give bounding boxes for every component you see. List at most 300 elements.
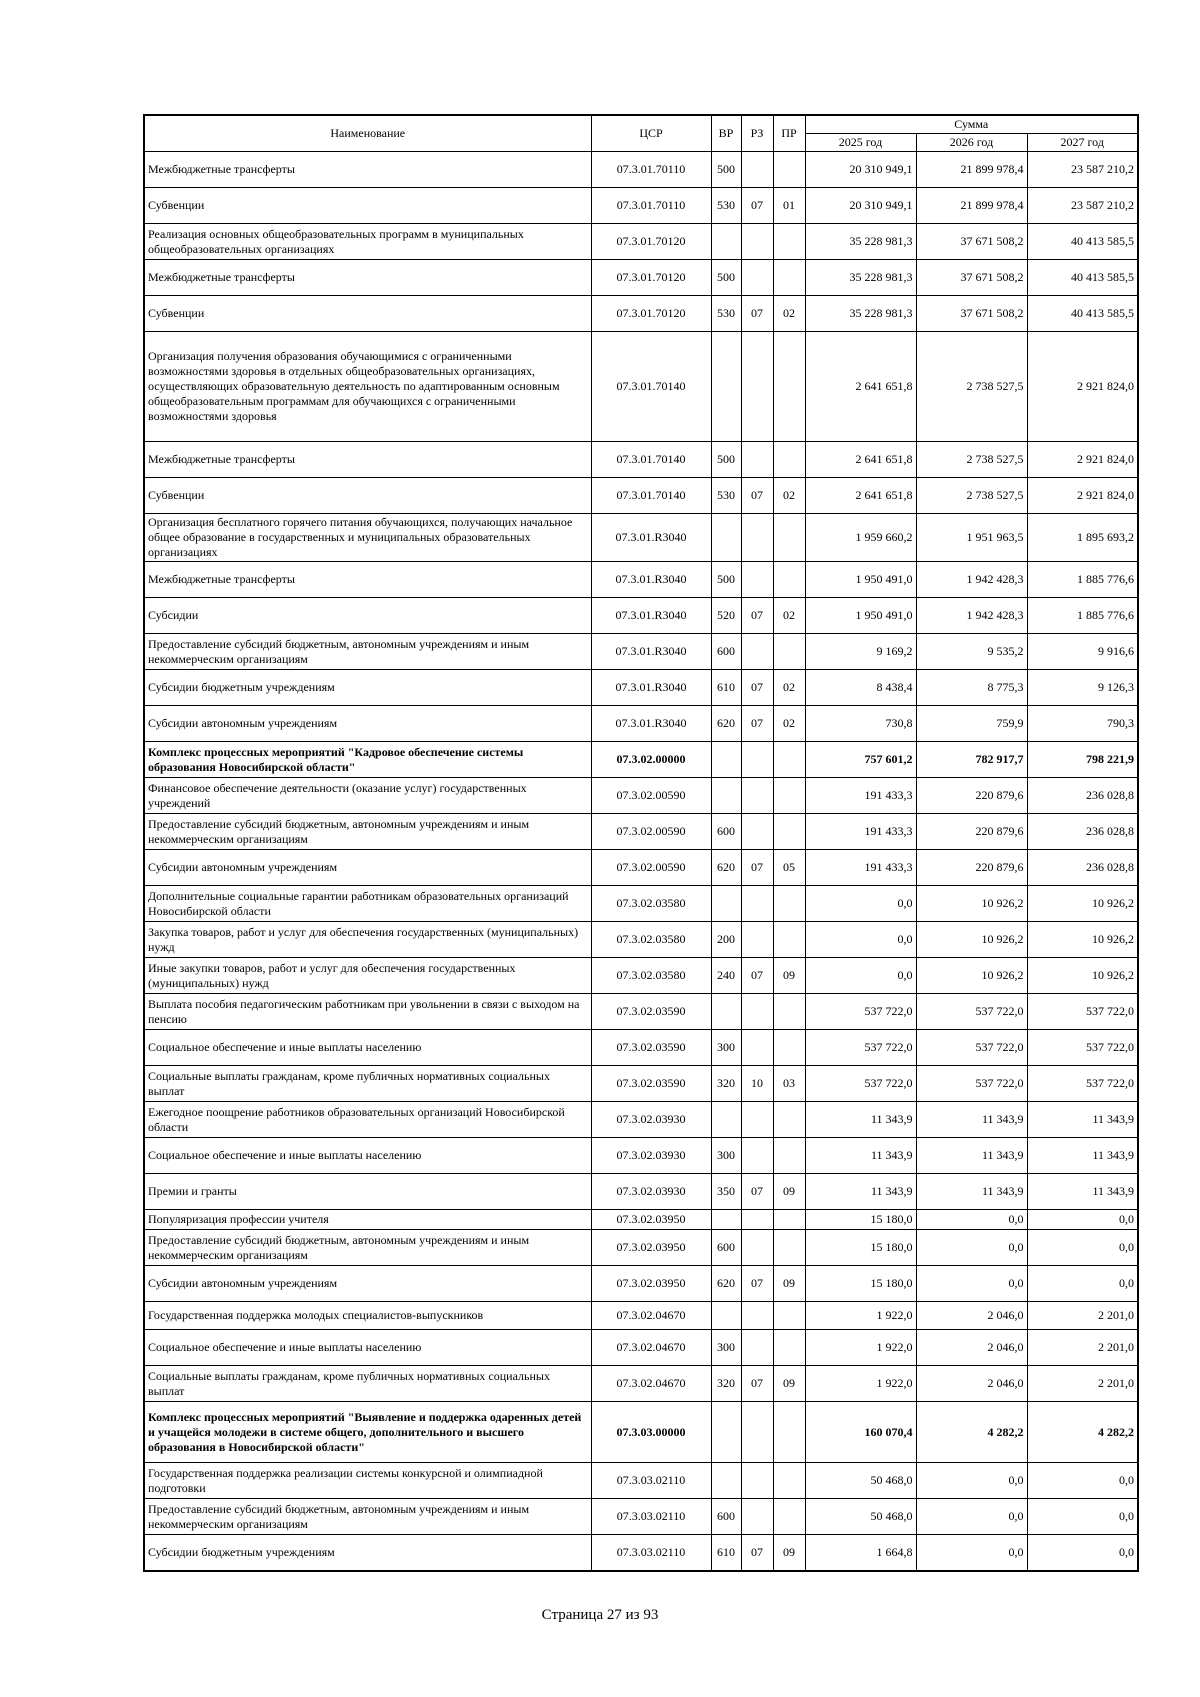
row-pr: 09 bbox=[773, 1535, 805, 1571]
row-value-2025: 191 433,3 bbox=[805, 814, 916, 850]
row-name: Организация бесплатного горячего питания обучающихся, получающих начальное общее образование в государственных и муниципальных образовательных организациях bbox=[144, 514, 591, 562]
row-value-2027: 40 413 585,5 bbox=[1027, 260, 1138, 296]
table-row bbox=[144, 1302, 1138, 1330]
row-rz: 07 bbox=[741, 188, 773, 224]
row-name: Межбюджетные трансферты bbox=[144, 562, 591, 598]
row-vr: 500 bbox=[711, 562, 741, 598]
row-value-2026: 2 738 527,5 bbox=[916, 332, 1027, 442]
row-value-2025: 1 950 491,0 bbox=[805, 598, 916, 634]
row-pr: 09 bbox=[773, 958, 805, 994]
row-value-2025: 11 343,9 bbox=[805, 1102, 916, 1138]
row-vr bbox=[711, 1102, 741, 1138]
row-rz bbox=[741, 742, 773, 778]
row-vr: 500 bbox=[711, 442, 741, 478]
row-value-2026: 8 775,3 bbox=[916, 670, 1027, 706]
row-name: Государственная поддержка реализации системы конкурсной и олимпиадной подготовки bbox=[144, 1463, 591, 1499]
row-name: Субсидии bbox=[144, 598, 591, 634]
row-value-2026: 2 046,0 bbox=[916, 1366, 1027, 1402]
row-vr: 600 bbox=[711, 1230, 741, 1266]
row-rz bbox=[741, 1330, 773, 1366]
row-rz: 07 bbox=[741, 850, 773, 886]
row-name: Комплекс процессных мероприятий "Выявление и поддержка одаренных детей и учащейся молодежи в системе общего, дополнительного и высшего образования в Новосибирской области" bbox=[144, 1402, 591, 1463]
row-rz bbox=[741, 260, 773, 296]
row-name: Межбюджетные трансферты bbox=[144, 442, 591, 478]
row-value-2027: 537 722,0 bbox=[1027, 1030, 1138, 1066]
row-value-2027: 537 722,0 bbox=[1027, 1066, 1138, 1102]
row-csr: 07.3.01.R3040 bbox=[591, 634, 711, 670]
table-row bbox=[144, 922, 1138, 958]
row-pr bbox=[773, 514, 805, 562]
row-value-2026: 2 738 527,5 bbox=[916, 442, 1027, 478]
row-value-2026: 37 671 508,2 bbox=[916, 296, 1027, 332]
row-value-2026: 10 926,2 bbox=[916, 958, 1027, 994]
row-value-2027: 236 028,8 bbox=[1027, 850, 1138, 886]
row-value-2025: 9 169,2 bbox=[805, 634, 916, 670]
row-name: Финансовое обеспечение деятельности (оказание услуг) государственных учреждений bbox=[144, 778, 591, 814]
row-rz bbox=[741, 514, 773, 562]
row-csr: 07.3.02.03580 bbox=[591, 886, 711, 922]
row-rz: 07 bbox=[741, 1174, 773, 1210]
row-value-2026: 21 899 978,4 bbox=[916, 188, 1027, 224]
row-rz bbox=[741, 1499, 773, 1535]
row-pr bbox=[773, 1138, 805, 1174]
row-rz bbox=[741, 886, 773, 922]
row-name: Дополнительные социальные гарантии работникам образовательных организаций Новосибирской области bbox=[144, 886, 591, 922]
row-value-2027: 23 587 210,2 bbox=[1027, 152, 1138, 188]
row-vr bbox=[711, 1302, 741, 1330]
row-name: Субсидии бюджетным учреждениям bbox=[144, 670, 591, 706]
header-pr: ПР bbox=[773, 115, 805, 152]
row-rz bbox=[741, 152, 773, 188]
table-row bbox=[144, 1138, 1138, 1174]
row-value-2027: 10 926,2 bbox=[1027, 958, 1138, 994]
header-year-2027: 2027 год bbox=[1027, 134, 1138, 152]
row-rz bbox=[741, 1030, 773, 1066]
row-rz: 07 bbox=[741, 958, 773, 994]
row-name: Субсидии автономным учреждениям bbox=[144, 706, 591, 742]
row-value-2026: 21 899 978,4 bbox=[916, 152, 1027, 188]
row-name: Предоставление субсидий бюджетным, автономным учреждениям и иным некоммерческим организациям bbox=[144, 634, 591, 670]
table-row bbox=[144, 1210, 1138, 1230]
row-rz bbox=[741, 994, 773, 1030]
row-name: Ежегодное поощрение работников образовательных организаций Новосибирской области bbox=[144, 1102, 591, 1138]
row-value-2027: 2 921 824,0 bbox=[1027, 478, 1138, 514]
row-csr: 07.3.01.70120 bbox=[591, 224, 711, 260]
row-value-2026: 220 879,6 bbox=[916, 850, 1027, 886]
row-name: Социальные выплаты гражданам, кроме публичных нормативных социальных выплат bbox=[144, 1066, 591, 1102]
table-row bbox=[144, 188, 1138, 224]
row-value-2027: 2 201,0 bbox=[1027, 1330, 1138, 1366]
row-value-2025: 2 641 651,8 bbox=[805, 478, 916, 514]
row-pr: 02 bbox=[773, 670, 805, 706]
row-value-2026: 2 738 527,5 bbox=[916, 478, 1027, 514]
row-rz bbox=[741, 814, 773, 850]
row-pr: 02 bbox=[773, 598, 805, 634]
row-rz: 07 bbox=[741, 598, 773, 634]
table-row bbox=[144, 224, 1138, 260]
row-value-2026: 11 343,9 bbox=[916, 1174, 1027, 1210]
row-name: Межбюджетные трансферты bbox=[144, 260, 591, 296]
row-rz bbox=[741, 442, 773, 478]
row-csr: 07.3.02.00590 bbox=[591, 778, 711, 814]
table-row bbox=[144, 442, 1138, 478]
row-value-2025: 20 310 949,1 bbox=[805, 188, 916, 224]
row-value-2026: 10 926,2 bbox=[916, 922, 1027, 958]
row-value-2025: 50 468,0 bbox=[805, 1463, 916, 1499]
row-name: Комплекс процессных мероприятий "Кадровое обеспечение системы образования Новосибирской области" bbox=[144, 742, 591, 778]
row-value-2027: 0,0 bbox=[1027, 1230, 1138, 1266]
row-value-2027: 0,0 bbox=[1027, 1463, 1138, 1499]
row-name: Социальное обеспечение и иные выплаты населению bbox=[144, 1138, 591, 1174]
row-rz: 07 bbox=[741, 670, 773, 706]
header-year-2026: 2026 год bbox=[916, 134, 1027, 152]
row-name: Выплата пособия педагогическим работникам при увольнении в связи с выходом на пенсию bbox=[144, 994, 591, 1030]
row-value-2025: 1 922,0 bbox=[805, 1330, 916, 1366]
row-value-2025: 730,8 bbox=[805, 706, 916, 742]
row-value-2026: 37 671 508,2 bbox=[916, 260, 1027, 296]
row-csr: 07.3.01.R3040 bbox=[591, 562, 711, 598]
row-pr bbox=[773, 814, 805, 850]
row-csr: 07.3.02.03580 bbox=[591, 958, 711, 994]
table-row bbox=[144, 850, 1138, 886]
row-value-2027: 1 895 693,2 bbox=[1027, 514, 1138, 562]
row-value-2025: 0,0 bbox=[805, 886, 916, 922]
row-value-2026: 220 879,6 bbox=[916, 814, 1027, 850]
row-value-2027: 4 282,2 bbox=[1027, 1402, 1138, 1463]
row-value-2025: 35 228 981,3 bbox=[805, 224, 916, 260]
row-value-2026: 9 535,2 bbox=[916, 634, 1027, 670]
row-vr: 320 bbox=[711, 1366, 741, 1402]
row-rz bbox=[741, 1402, 773, 1463]
table-row bbox=[144, 1463, 1138, 1499]
row-pr: 09 bbox=[773, 1366, 805, 1402]
row-csr: 07.3.02.04670 bbox=[591, 1302, 711, 1330]
row-value-2025: 20 310 949,1 bbox=[805, 152, 916, 188]
table-row bbox=[144, 1174, 1138, 1210]
row-value-2025: 537 722,0 bbox=[805, 994, 916, 1030]
table-row bbox=[144, 814, 1138, 850]
row-vr: 600 bbox=[711, 634, 741, 670]
row-csr: 07.3.01.R3040 bbox=[591, 670, 711, 706]
table-row bbox=[144, 778, 1138, 814]
row-rz bbox=[741, 1230, 773, 1266]
row-rz bbox=[741, 922, 773, 958]
table-row bbox=[144, 1535, 1138, 1571]
row-value-2027: 1 885 776,6 bbox=[1027, 598, 1138, 634]
row-pr bbox=[773, 634, 805, 670]
row-name: Социальные выплаты гражданам, кроме публичных нормативных социальных выплат bbox=[144, 1366, 591, 1402]
row-name: Премии и гранты bbox=[144, 1174, 591, 1210]
row-value-2027: 10 926,2 bbox=[1027, 886, 1138, 922]
row-name: Субсидии автономным учреждениям bbox=[144, 1266, 591, 1302]
row-name: Межбюджетные трансферты bbox=[144, 152, 591, 188]
row-value-2027: 236 028,8 bbox=[1027, 778, 1138, 814]
row-name: Субсидии бюджетным учреждениям bbox=[144, 1535, 591, 1571]
row-value-2026: 11 343,9 bbox=[916, 1138, 1027, 1174]
row-value-2025: 2 641 651,8 bbox=[805, 332, 916, 442]
row-name: Иные закупки товаров, работ и услуг для обеспечения государственных (муниципальных) нужд bbox=[144, 958, 591, 994]
row-rz: 07 bbox=[741, 296, 773, 332]
row-pr bbox=[773, 1230, 805, 1266]
row-name: Предоставление субсидий бюджетным, автономным учреждениям и иным некоммерческим организациям bbox=[144, 814, 591, 850]
row-value-2026: 1 951 963,5 bbox=[916, 514, 1027, 562]
row-pr bbox=[773, 152, 805, 188]
row-value-2027: 0,0 bbox=[1027, 1535, 1138, 1571]
row-value-2027: 10 926,2 bbox=[1027, 922, 1138, 958]
header-csr: ЦСР bbox=[591, 115, 711, 152]
row-vr: 520 bbox=[711, 598, 741, 634]
table-header bbox=[144, 115, 1138, 152]
row-csr: 07.3.02.00000 bbox=[591, 742, 711, 778]
row-pr bbox=[773, 260, 805, 296]
row-vr: 240 bbox=[711, 958, 741, 994]
budget-table bbox=[143, 114, 1139, 1572]
row-pr bbox=[773, 332, 805, 442]
row-pr bbox=[773, 1102, 805, 1138]
table-row bbox=[144, 994, 1138, 1030]
row-value-2027: 790,3 bbox=[1027, 706, 1138, 742]
row-pr bbox=[773, 1330, 805, 1366]
row-csr: 07.3.01.R3040 bbox=[591, 514, 711, 562]
row-value-2025: 11 343,9 bbox=[805, 1138, 916, 1174]
row-value-2025: 1 959 660,2 bbox=[805, 514, 916, 562]
row-vr bbox=[711, 994, 741, 1030]
row-vr: 200 bbox=[711, 922, 741, 958]
row-csr: 07.3.02.03950 bbox=[591, 1266, 711, 1302]
row-rz bbox=[741, 1138, 773, 1174]
row-pr bbox=[773, 1030, 805, 1066]
table-row bbox=[144, 742, 1138, 778]
row-vr: 300 bbox=[711, 1030, 741, 1066]
row-vr bbox=[711, 514, 741, 562]
row-value-2027: 0,0 bbox=[1027, 1499, 1138, 1535]
row-csr: 07.3.02.03580 bbox=[591, 922, 711, 958]
row-value-2027: 2 201,0 bbox=[1027, 1366, 1138, 1402]
row-value-2025: 2 641 651,8 bbox=[805, 442, 916, 478]
row-vr bbox=[711, 224, 741, 260]
row-value-2026: 782 917,7 bbox=[916, 742, 1027, 778]
row-vr bbox=[711, 1402, 741, 1463]
row-rz: 07 bbox=[741, 478, 773, 514]
row-value-2026: 220 879,6 bbox=[916, 778, 1027, 814]
table-row bbox=[144, 598, 1138, 634]
row-name: Государственная поддержка молодых специалистов-выпускников bbox=[144, 1302, 591, 1330]
header-sum: Сумма bbox=[805, 115, 1138, 134]
row-value-2026: 537 722,0 bbox=[916, 994, 1027, 1030]
row-rz: 10 bbox=[741, 1066, 773, 1102]
table-row bbox=[144, 514, 1138, 562]
table-row bbox=[144, 260, 1138, 296]
row-value-2025: 35 228 981,3 bbox=[805, 296, 916, 332]
row-csr: 07.3.02.04670 bbox=[591, 1366, 711, 1402]
row-rz bbox=[741, 1463, 773, 1499]
table-row bbox=[144, 634, 1138, 670]
table-row bbox=[144, 1266, 1138, 1302]
row-csr: 07.3.02.00590 bbox=[591, 814, 711, 850]
row-rz bbox=[741, 778, 773, 814]
row-pr bbox=[773, 1463, 805, 1499]
table-row bbox=[144, 1230, 1138, 1266]
table-row bbox=[144, 1366, 1138, 1402]
row-csr: 07.3.01.70120 bbox=[591, 260, 711, 296]
row-vr: 300 bbox=[711, 1330, 741, 1366]
table-row bbox=[144, 1066, 1138, 1102]
header-rz: РЗ bbox=[741, 115, 773, 152]
row-csr: 07.3.02.03930 bbox=[591, 1138, 711, 1174]
row-value-2027: 537 722,0 bbox=[1027, 994, 1138, 1030]
row-value-2027: 2 201,0 bbox=[1027, 1302, 1138, 1330]
row-rz bbox=[741, 1302, 773, 1330]
row-name: Предоставление субсидий бюджетным, автономным учреждениям и иным некоммерческим организациям bbox=[144, 1499, 591, 1535]
row-value-2025: 537 722,0 bbox=[805, 1030, 916, 1066]
row-value-2025: 1 950 491,0 bbox=[805, 562, 916, 598]
row-pr bbox=[773, 442, 805, 478]
row-csr: 07.3.02.03950 bbox=[591, 1230, 711, 1266]
row-pr bbox=[773, 1499, 805, 1535]
row-pr: 09 bbox=[773, 1266, 805, 1302]
row-rz bbox=[741, 1102, 773, 1138]
table-row bbox=[144, 296, 1138, 332]
row-csr: 07.3.01.70110 bbox=[591, 188, 711, 224]
row-value-2026: 1 942 428,3 bbox=[916, 598, 1027, 634]
row-value-2027: 40 413 585,5 bbox=[1027, 224, 1138, 260]
row-rz bbox=[741, 332, 773, 442]
row-value-2025: 757 601,2 bbox=[805, 742, 916, 778]
row-pr: 02 bbox=[773, 478, 805, 514]
row-name: Субвенции bbox=[144, 296, 591, 332]
row-value-2026: 1 942 428,3 bbox=[916, 562, 1027, 598]
table-row bbox=[144, 1030, 1138, 1066]
row-name: Закупка товаров, работ и услуг для обеспечения государственных (муниципальных) нужд bbox=[144, 922, 591, 958]
row-vr: 620 bbox=[711, 706, 741, 742]
row-value-2027: 0,0 bbox=[1027, 1266, 1138, 1302]
table-row bbox=[144, 332, 1138, 442]
row-value-2027: 23 587 210,2 bbox=[1027, 188, 1138, 224]
row-value-2025: 15 180,0 bbox=[805, 1266, 916, 1302]
row-value-2026: 10 926,2 bbox=[916, 886, 1027, 922]
row-value-2026: 2 046,0 bbox=[916, 1302, 1027, 1330]
row-csr: 07.3.02.03930 bbox=[591, 1102, 711, 1138]
row-value-2026: 11 343,9 bbox=[916, 1102, 1027, 1138]
row-vr: 620 bbox=[711, 850, 741, 886]
row-value-2025: 0,0 bbox=[805, 922, 916, 958]
row-rz bbox=[741, 224, 773, 260]
table-row bbox=[144, 1102, 1138, 1138]
row-vr bbox=[711, 1463, 741, 1499]
header-vr: ВР bbox=[711, 115, 741, 152]
row-name: Предоставление субсидий бюджетным, автономным учреждениям и иным некоммерческим организациям bbox=[144, 1230, 591, 1266]
table-row bbox=[144, 958, 1138, 994]
row-vr bbox=[711, 778, 741, 814]
row-value-2026: 0,0 bbox=[916, 1499, 1027, 1535]
row-value-2026: 537 722,0 bbox=[916, 1030, 1027, 1066]
row-pr bbox=[773, 922, 805, 958]
row-csr: 07.3.02.03590 bbox=[591, 994, 711, 1030]
row-name: Организация получения образования обучающимися с ограниченными возможностями здоровья в отдельных общеобразовательных организациях, осуществляющих образовательную деятельность по адаптированным основным общеобразовательным программам для обучающихся с ограниченными возможностями здоровья bbox=[144, 332, 591, 442]
row-csr: 07.3.01.70120 bbox=[591, 296, 711, 332]
row-csr: 07.3.02.03930 bbox=[591, 1174, 711, 1210]
row-rz: 07 bbox=[741, 1266, 773, 1302]
row-vr: 350 bbox=[711, 1174, 741, 1210]
row-csr: 07.3.02.03590 bbox=[591, 1030, 711, 1066]
row-value-2027: 11 343,9 bbox=[1027, 1174, 1138, 1210]
row-value-2025: 15 180,0 bbox=[805, 1210, 916, 1230]
row-value-2026: 0,0 bbox=[916, 1463, 1027, 1499]
row-value-2026: 0,0 bbox=[916, 1210, 1027, 1230]
row-pr bbox=[773, 1210, 805, 1230]
table-body bbox=[144, 152, 1138, 1571]
row-vr: 600 bbox=[711, 814, 741, 850]
row-pr bbox=[773, 224, 805, 260]
row-pr bbox=[773, 778, 805, 814]
row-vr: 530 bbox=[711, 478, 741, 514]
row-value-2026: 0,0 bbox=[916, 1230, 1027, 1266]
row-value-2026: 0,0 bbox=[916, 1535, 1027, 1571]
row-value-2026: 37 671 508,2 bbox=[916, 224, 1027, 260]
row-pr bbox=[773, 562, 805, 598]
row-vr bbox=[711, 1210, 741, 1230]
row-name: Социальное обеспечение и иные выплаты населению bbox=[144, 1030, 591, 1066]
row-value-2027: 9 126,3 bbox=[1027, 670, 1138, 706]
row-csr: 07.3.02.04670 bbox=[591, 1330, 711, 1366]
row-value-2027: 1 885 776,6 bbox=[1027, 562, 1138, 598]
row-csr: 07.3.03.02110 bbox=[591, 1463, 711, 1499]
row-value-2025: 160 070,4 bbox=[805, 1402, 916, 1463]
row-pr: 03 bbox=[773, 1066, 805, 1102]
row-rz bbox=[741, 634, 773, 670]
row-csr: 07.3.01.70110 bbox=[591, 152, 711, 188]
row-value-2027: 40 413 585,5 bbox=[1027, 296, 1138, 332]
row-csr: 07.3.01.R3040 bbox=[591, 706, 711, 742]
table-row bbox=[144, 1499, 1138, 1535]
row-value-2027: 2 921 824,0 bbox=[1027, 332, 1138, 442]
row-value-2026: 2 046,0 bbox=[916, 1330, 1027, 1366]
row-vr: 300 bbox=[711, 1138, 741, 1174]
row-vr: 610 bbox=[711, 1535, 741, 1571]
row-vr: 500 bbox=[711, 260, 741, 296]
row-csr: 07.3.03.00000 bbox=[591, 1402, 711, 1463]
row-rz: 07 bbox=[741, 706, 773, 742]
row-csr: 07.3.01.70140 bbox=[591, 332, 711, 442]
row-pr: 05 bbox=[773, 850, 805, 886]
row-vr: 610 bbox=[711, 670, 741, 706]
table-row bbox=[144, 562, 1138, 598]
row-value-2027: 236 028,8 bbox=[1027, 814, 1138, 850]
row-csr: 07.3.01.70140 bbox=[591, 442, 711, 478]
row-csr: 07.3.03.02110 bbox=[591, 1535, 711, 1571]
row-value-2025: 0,0 bbox=[805, 958, 916, 994]
row-name: Субвенции bbox=[144, 478, 591, 514]
row-vr: 600 bbox=[711, 1499, 741, 1535]
row-vr: 530 bbox=[711, 296, 741, 332]
row-value-2027: 0,0 bbox=[1027, 1210, 1138, 1230]
row-value-2025: 50 468,0 bbox=[805, 1499, 916, 1535]
header-year-2025: 2025 год bbox=[805, 134, 916, 152]
row-rz: 07 bbox=[741, 1366, 773, 1402]
row-name: Субсидии автономным учреждениям bbox=[144, 850, 591, 886]
row-value-2025: 1 664,8 bbox=[805, 1535, 916, 1571]
row-vr bbox=[711, 886, 741, 922]
table-row bbox=[144, 478, 1138, 514]
row-csr: 07.3.02.03950 bbox=[591, 1210, 711, 1230]
row-pr bbox=[773, 1402, 805, 1463]
row-pr: 02 bbox=[773, 706, 805, 742]
table-row bbox=[144, 1402, 1138, 1463]
row-value-2025: 15 180,0 bbox=[805, 1230, 916, 1266]
page-number: Страница 27 из 93 bbox=[541, 1607, 659, 1623]
row-value-2026: 4 282,2 bbox=[916, 1402, 1027, 1463]
table-row bbox=[144, 1330, 1138, 1366]
